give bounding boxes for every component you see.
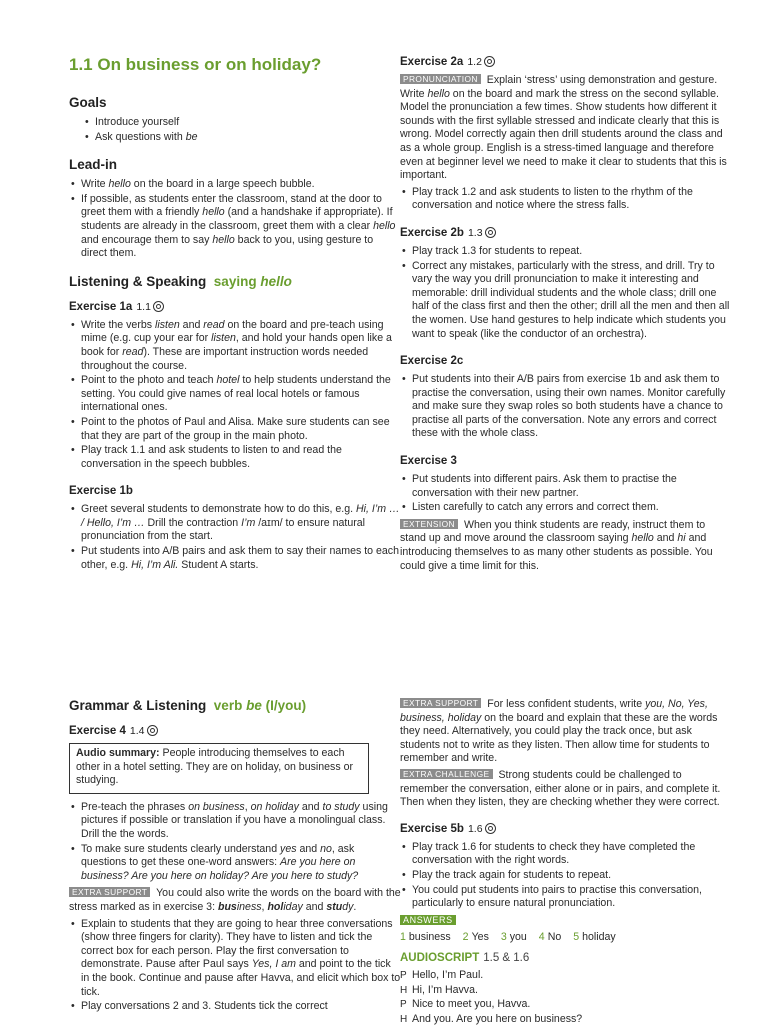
- goals-heading: Goals: [69, 95, 107, 110]
- list-item: • If possible, as students enter the classroom, stand at the door to greet them with a friendly hello (and a handshake if appropriate). If students are already in the classroom, greet them with a clear hello and encourage them to say hello back to you, using gesture to direct them.: [69, 193, 401, 261]
- list-item: • To make sure students clearly understand yes and no, ask questions to get these one-word answers: Are you here on business? Are you here on holiday? Are you here to study?: [69, 843, 401, 884]
- exercise-list: [400, 473, 732, 515]
- exercise-list: [69, 319, 401, 472]
- script-line: H And you. Are you here on business?: [400, 1012, 583, 1025]
- list-item: • Ask questions with be: [69, 131, 401, 145]
- exercise-heading: Exercise 3: [400, 455, 457, 468]
- exercise-heading: Exercise 2b 1.3: [400, 226, 732, 241]
- answer-item: 2 Yes: [462, 931, 489, 944]
- exercise-list: [400, 245, 732, 341]
- list-item: • Play track 1.2 and ask students to listen to the rhythm of the conversation and notice where the stress falls.: [400, 186, 732, 213]
- exercise-list: [400, 186, 732, 213]
- list-item: • Put students into their A/B pairs from exercise 1b and ask them to practise the conversation, using their own names. Monitor carefully and make sure they swap roles so both students have a chance to practise all parts of the conversation. Note any errors and correct these with the whole class.: [400, 373, 732, 441]
- exercise-list: [69, 918, 401, 1014]
- list-item: • Play conversations 2 and 3. Students tick the correct: [69, 1000, 401, 1014]
- script-line: H Hi, I’m Havva.: [400, 983, 478, 996]
- goals-list: [69, 116, 401, 144]
- pronunciation-note: PRONUNCIATION Explain ‘stress’ using demonstration and gesture. Write hello on the board and mark the stress on the second syllable. Model the pronunciation a few times. Show students how different it sounds with the first syllable stressed and indicate clearly that this is wrong. Model correctly again then drill students around the class and as a whole group. English is a stress-timed language and therefore even at beginner level we need to make it clear to students that this is important.: [400, 74, 727, 182]
- list-item: • Play the track again for students to repeat.: [400, 869, 732, 883]
- answer-item: 3 you: [500, 931, 527, 944]
- list-item: • Put students into different pairs. Ask them to practise the conversation with their new partner.: [400, 473, 732, 500]
- list-item: • Point to the photo and teach hotel to help students understand the setting. You could give names of real local hotels or famous international ones.: [69, 374, 401, 415]
- exercise-list: [400, 373, 732, 441]
- script-line: P Nice to meet you, Havva.: [400, 998, 531, 1011]
- answers-tag: ANSWERS: [400, 915, 456, 925]
- extra-challenge-note: EXTRA CHALLENGE Strong students could be challenged to remember the conversation, either alone or in pairs, and complete it. Then when they listen, they are checking whether they were correct.: [400, 768, 721, 809]
- answers-row: [400, 931, 732, 945]
- audioscript-heading: AUDIOSCRIPT 1.5 & 1.6: [400, 951, 530, 964]
- list-item: • Play track 1.3 for students to repeat.: [400, 245, 732, 259]
- list-item: • Play track 1.1 and ask students to listen to and read the conversation in the speech bubbles.: [69, 444, 401, 471]
- exercise-list: [400, 841, 732, 911]
- answer-item: 5 holiday: [573, 931, 616, 944]
- exercise-list: [69, 801, 401, 884]
- exercise-heading: Exercise 2c: [400, 355, 464, 368]
- script-line: P Hello, I’m Paul.: [400, 968, 484, 981]
- list-item: • Pre-teach the phrases on business, on holiday and to study using pictures if possible or translation if you have a monolingual class. Drill the the words.: [69, 801, 401, 842]
- list-item: • Play track 1.6 for students to check they have completed the conversation with the right words.: [400, 841, 732, 868]
- list-item: • Put students into A/B pairs and ask them to say their names to each other, e.g. Hi, I’m Ali. Student A starts.: [69, 545, 401, 572]
- list-item: • Greet several students to demonstrate how to do this, e.g. Hi, I’m … / Hello, I’m … Drill the contraction I’m /aɪm/ to ensure natural pronunciation from the start.: [69, 503, 401, 544]
- extra-support-tag: EXTRA SUPPORT: [69, 887, 150, 897]
- pronunciation-tag: PRONUNCIATION: [400, 74, 481, 84]
- leadin-heading: Lead-in: [69, 157, 118, 173]
- leadin-list: [69, 178, 401, 261]
- list-item: • Write hello on the board in a large speech bubble.: [69, 178, 401, 192]
- list-item: • Introduce yourself: [69, 116, 401, 130]
- audioscript: [400, 969, 732, 1026]
- audio-cd-icon: [485, 823, 496, 834]
- page-title: 1.1 On business or on holiday?: [69, 55, 322, 74]
- extra-support-tag: EXTRA SUPPORT: [400, 698, 481, 708]
- exercise-list: [69, 503, 401, 572]
- right-column: [400, 55, 732, 576]
- audio-cd-icon: [147, 725, 158, 736]
- exercise-heading: Exercise 4 1.4: [69, 724, 401, 739]
- extension-tag: EXTENSION: [400, 519, 458, 529]
- exercise-heading: Exercise 2a 1.2: [400, 55, 732, 70]
- audio-cd-icon: [485, 227, 496, 238]
- exercise-heading: Exercise 5b 1.6: [400, 822, 732, 837]
- section-heading: Grammar & Listening verb be (I/you): [69, 698, 307, 713]
- exercise-heading: Exercise 1b: [69, 485, 133, 498]
- lower-right-column: [400, 698, 732, 1027]
- list-item: • Correct any mistakes, particularly with the stress, and drill. Try to vary the way you drill pronunciation to make it interesting and memorable: drill individual students and the whole class; drill one half of the class first and then the other; drill all the men and then all the women. Use hand gestures to help indicate which students you want to speak (like the conductor of an orchestra).: [400, 260, 732, 342]
- audio-summary-box: Audio summary: People introducing themselves to each other in a hotel setting. They are on holiday, on business or studying.: [69, 743, 369, 794]
- extension-note: EXTENSION When you think students are ready, instruct them to stand up and move around the classroom saying hello and hi and introducing themselves to as many other students as possible. You could give a time limit for this.: [400, 518, 713, 572]
- section-heading: Listening & Speaking saying hello: [69, 273, 292, 289]
- audio-cd-icon: [153, 301, 164, 312]
- audio-cd-icon: [484, 56, 495, 67]
- lower-left-column: [69, 698, 401, 1018]
- answer-item: 1 business: [400, 931, 451, 944]
- extra-challenge-tag: EXTRA CHALLENGE: [400, 769, 493, 779]
- extra-support-note: EXTRA SUPPORT You could also write the words on the board with the stress marked as in exercise 3: business, holiday and study.: [69, 887, 401, 913]
- list-item: • Write the verbs listen and read on the board and pre-teach using mime (e.g. cup your ear for listen, and hold your hands open like a book for read). These are important instruction words needed throughout the course.: [69, 319, 401, 373]
- list-item: • You could put students into pairs to practise this conversation, particularly to ensure natural pronunciation.: [400, 884, 732, 911]
- left-column: [69, 55, 401, 576]
- exercise-heading: Exercise 1a 1.1: [69, 300, 401, 315]
- list-item: • Explain to students that they are going to hear three conversations (show three fingers for clarity). They have to listen and tick the correct box for each person. Play the first conversation to demonstrate. Pause after Paul says Yes, I am and point to the tick in the book. Continue and pause after Havva, and elicit which box to tick.: [69, 918, 401, 1000]
- list-item: • Point to the photos of Paul and Alisa. Make sure students can see that they are part of the group in the main photo.: [69, 416, 401, 443]
- extra-support-note: EXTRA SUPPORT For less confident students, write you, No, Yes, business, holiday on the board and explain that these are the words they need. Alternatively, you could play the track once, but ask students not to write as they listen. Then allow time for students to remember and write.: [400, 698, 718, 765]
- list-item: • Listen carefully to catch any errors and correct them.: [400, 501, 732, 515]
- answer-item: 4 No: [538, 931, 562, 944]
